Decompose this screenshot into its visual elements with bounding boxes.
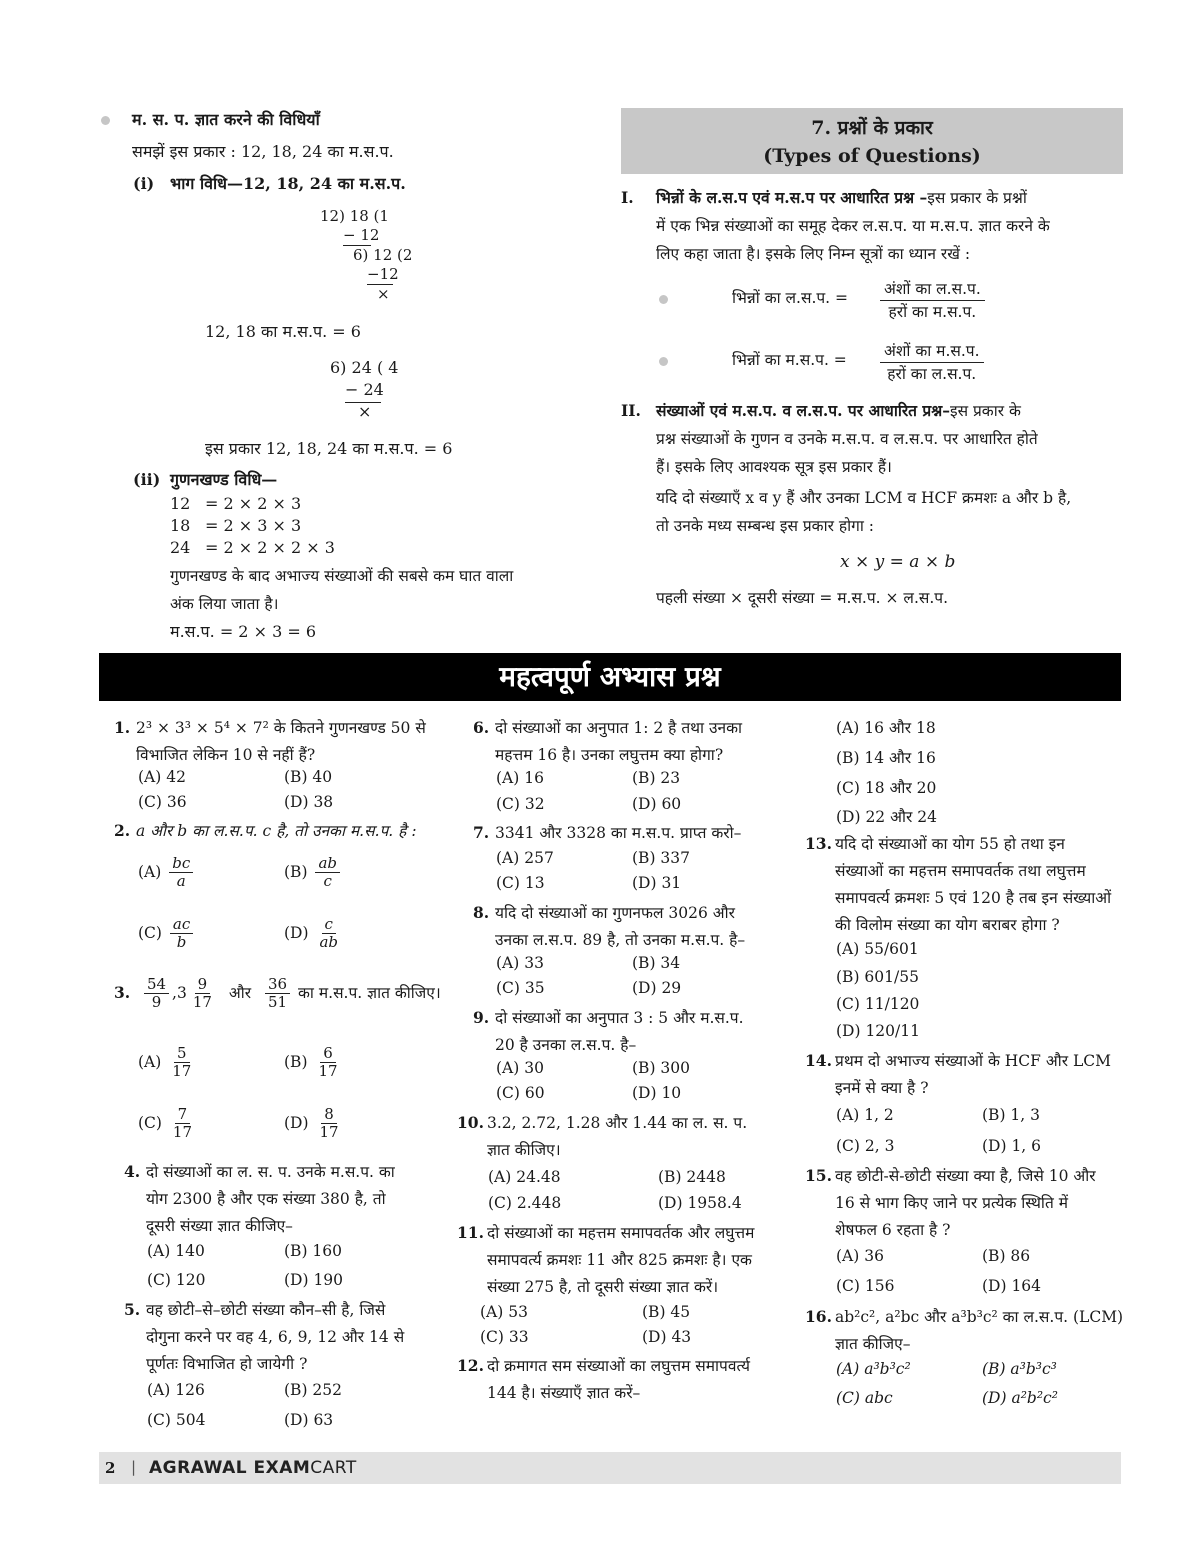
option-c: (C) abc xyxy=(836,1389,893,1407)
question-8: 8. यदि दो संख्याओं का गुणनफल 3026 और उनका ल.स.प. 89 है, तो उनका म.स.प. है– xyxy=(473,903,746,949)
item-II-line: संख्याओं एवं म.स.प. व ल.स.प. पर आधारित प्रश्न–इस प्रकार के xyxy=(656,401,1021,420)
option-b: (B) a³b³c³ xyxy=(982,1360,1057,1378)
method1-title: भाग विधि—12, 18, 24 का म.स.प. xyxy=(170,174,406,193)
question-5: 5. वह छोटी–से–छोटी संख्या कौन–सी है, जिसे दोगुना करने पर वह 4, 6, 9, 12 और 14 से पूर्णतः विभाजित हो जायेगी ? xyxy=(124,1300,405,1373)
option-b: (B) 252 xyxy=(284,1381,342,1399)
option-a: (A) 126 xyxy=(147,1381,205,1399)
option-c: (C) 35 xyxy=(496,979,545,997)
method2-marker: (ii) xyxy=(133,470,161,489)
option-a: (A) 16 और 18 xyxy=(836,719,936,737)
method1-marker: (i) xyxy=(133,174,155,193)
option-d: (D) 190 xyxy=(284,1271,344,1289)
option-d: (D) 120/11 xyxy=(836,1022,920,1040)
option-a: (A) $\frac{5}{17}$ xyxy=(138,1045,197,1081)
question-4: 4. दो संख्याओं का ल. स. प. उनके म.स.प. का योग 2300 है और एक संख्या 380 है, तो दूसरी संख्या ज्ञात कीजिए– xyxy=(124,1162,395,1235)
item-marker: II. xyxy=(621,401,641,420)
option-b: (B) $\frac{ab}{c}$ xyxy=(284,855,343,891)
option-b: (B) 23 xyxy=(632,769,681,787)
item-II-line: तो उनके मध्य सम्बन्ध इस प्रकार होगा : xyxy=(656,517,874,535)
option-b: (B) 160 xyxy=(284,1242,342,1260)
question-1: 1. 2³ × 3³ × 5⁴ × 7² के कितने गुणनखण्ड 50 से विभाजित लेकिन 10 से नहीं हैं? xyxy=(114,718,426,764)
question-15: 15. वह छोटी-से-छोटी संख्या क्या है, जिसे 10 और 16 से भाग किए जाने पर प्रत्येक स्थिति में शेषफल 6 रहता है ? xyxy=(805,1166,1096,1239)
question-10: 10. 3.2, 2.72, 1.28 और 1.44 का ल. स. प. ज्ञात कीजिए। xyxy=(457,1113,748,1159)
formula-words: पहली संख्या × दूसरी संख्या = म.स.प. × ल.स.प. xyxy=(656,589,949,607)
option-b: (B) 601/55 xyxy=(836,968,919,986)
footer-separator: | xyxy=(131,1458,137,1476)
note-line: अंक लिया जाता है। xyxy=(170,595,279,613)
option-d: (D) $\frac{8}{17}$ xyxy=(284,1106,345,1142)
fraction: $\frac{ac}{b}$ xyxy=(170,916,193,952)
item-I-line: में एक भिन्न संख्याओं का समूह देकर ल.स.प. या म.स.प. ज्ञात करने के xyxy=(656,217,1050,235)
fraction: $\frac{7}{17}$ xyxy=(172,1105,192,1142)
option-b: (B) 45 xyxy=(642,1303,691,1321)
formula-product: x × y = a × b xyxy=(840,552,956,572)
factor-row: 12 = 2 × 2 × 3 xyxy=(170,494,302,513)
page-number: 2 xyxy=(105,1459,116,1477)
option-a: (A) 1, 2 xyxy=(836,1106,894,1124)
option-a: (A) 42 xyxy=(138,768,186,786)
factor-row: 24 = 2 × 2 × 2 × 3 xyxy=(170,538,335,557)
formula-fraction: अंशों का म.स.प. हरों का ल.स.प. xyxy=(880,340,984,385)
question-14: 14. प्रथम दो अभाज्य संख्याओं के HCF और LCM इनमें से क्या है ? xyxy=(805,1051,1111,1097)
division-step: − 24 xyxy=(345,380,384,399)
fraction: $\frac{54}{9}$ xyxy=(144,976,169,1012)
option-a: (A) 140 xyxy=(147,1242,205,1260)
option-b: (B) 1, 3 xyxy=(982,1106,1040,1124)
practice-banner: महत्वपूर्ण अभ्यास प्रश्न xyxy=(99,653,1121,701)
option-a: (A) a³b³c² xyxy=(836,1360,911,1378)
intro-line: समझें इस प्रकार : 12, 18, 24 का म.स.प. xyxy=(132,142,394,161)
option-c: (C) 33 xyxy=(480,1328,529,1346)
option-c: (C) 156 xyxy=(836,1277,895,1295)
option-d: (D) a²b²c² xyxy=(982,1389,1058,1407)
question-6: 6. दो संख्याओं का अनुपात 1: 2 है तथा उनका महत्तम 16 है। उनका लघुत्तम क्या होगा? xyxy=(473,718,743,764)
fraction: $\frac{ab}{c}$ xyxy=(315,855,340,891)
option-c: (C) 2, 3 xyxy=(836,1137,895,1155)
option-d: (D) $\frac{c}{ab}$ xyxy=(284,916,344,952)
option-c: (C) 36 xyxy=(138,793,187,811)
bullet-dot xyxy=(101,116,110,125)
question-3: 3. $\frac{54}{9}$ ,3 $\frac{9}{17}$ और $\frac{36}{51}$ का म.स.प. ज्ञात कीजिए। xyxy=(114,975,441,1012)
method2-title: गुणनखण्ड विधि— xyxy=(170,470,278,489)
fraction: $\frac{bc}{a}$ xyxy=(169,855,193,891)
formula-lhs: भिन्नों का म.स.प. = xyxy=(732,351,847,369)
item-II-line: प्रश्न संख्याओं के गुणन व उनके म.स.प. व ल.स.प. पर आधारित होते xyxy=(656,430,1038,448)
item-marker: I. xyxy=(621,188,634,207)
option-d: (D) 43 xyxy=(642,1328,692,1346)
item-I-line: लिए कहा जाता है। इसके लिए निम्न सूत्रों का ध्यान रखें : xyxy=(656,245,971,263)
question-13: 13. यदि दो संख्याओं का योग 55 हो तथा इन संख्याओं का महत्तम समापवर्तक तथा लघुत्तम समापवर्त्य क्रमशः 5 एवं 120 है तब इन संख्याओं की विलोम संख्या का योग बराबर होगा ? xyxy=(805,834,1112,934)
result-line: 12, 18 का म.स.प. = 6 xyxy=(205,322,361,341)
division-step: × xyxy=(358,402,372,421)
question-2: 2. a और b का ल.स.प. c है, तो उनका म.स.प. है : xyxy=(114,821,417,840)
division-step: 6) 24 ( 4 xyxy=(330,358,399,377)
division-step: 6) 12 (2 xyxy=(353,246,413,264)
fraction: $\frac{8}{17}$ xyxy=(319,1105,339,1142)
option-d: (D) 60 xyxy=(632,795,682,813)
option-d: (D) 63 xyxy=(284,1411,334,1429)
option-c: (C) 11/120 xyxy=(836,995,920,1013)
option-a: (A) 16 xyxy=(496,769,544,787)
division-step: −12 xyxy=(367,265,399,283)
option-c: (C) $\frac{7}{17}$ xyxy=(138,1106,198,1142)
division-step: − 12 xyxy=(343,226,380,244)
note-line: गुणनखण्ड के बाद अभाज्य संख्याओं की सबसे कम घात वाला xyxy=(170,567,514,585)
option-c: (C) 32 xyxy=(496,795,545,813)
brand-logo: AGRAWAL EXAMCART xyxy=(149,1458,357,1478)
option-c: (C) 18 और 20 xyxy=(836,779,937,797)
option-b: (B) 40 xyxy=(284,768,333,786)
option-b: (B) 86 xyxy=(982,1247,1031,1265)
option-a: (A) 33 xyxy=(496,954,544,972)
option-d: (D) 164 xyxy=(982,1277,1042,1295)
option-c: (C) 120 xyxy=(147,1271,206,1289)
option-b: (B) 337 xyxy=(632,849,690,867)
lcm-methods-heading: म. स. प. ज्ञात करने की विधियाँ xyxy=(132,110,320,129)
fraction: $\frac{36}{51}$ xyxy=(265,976,290,1012)
section-header-box xyxy=(621,108,1123,174)
fraction: $\frac{c}{ab}$ xyxy=(319,915,339,952)
option-a: (A) 53 xyxy=(480,1303,528,1321)
option-a: (A) 30 xyxy=(496,1059,544,1077)
formula-fraction: अंशों का ल.स.प. हरों का म.स.प. xyxy=(880,278,985,323)
option-a: (A) 257 xyxy=(496,849,554,867)
option-a: (A) 24.48 xyxy=(488,1168,561,1186)
option-d: (D) 1, 6 xyxy=(982,1137,1042,1155)
result-line: इस प्रकार 12, 18, 24 का म.स.प. = 6 xyxy=(205,439,453,458)
option-b: (B) 2448 xyxy=(658,1168,726,1186)
item-I-line: भिन्नों के ल.स.प एवं म.स.प पर आधारित प्रश्न –इस प्रकार के प्रश्नों xyxy=(656,188,1027,207)
option-a: (A) 55/601 xyxy=(836,940,919,958)
option-c: (C) 13 xyxy=(496,874,545,892)
option-d: (D) 1958.4 xyxy=(658,1194,742,1212)
formula-lhs: भिन्नों का ल.स.प. = xyxy=(732,289,849,307)
option-d: (D) 22 और 24 xyxy=(836,808,937,826)
option-b: (B) 14 और 16 xyxy=(836,749,936,767)
option-c: (C) $\frac{ac}{b}$ xyxy=(138,916,196,952)
item-II-line: यदि दो संख्याएँ x व y हैं और उनका LCM व HCF क्रमशः a और b है, xyxy=(656,489,1072,507)
bullet-dot xyxy=(659,357,668,366)
question-12: 12. दो क्रमागत सम संख्याओं का लघुत्तम समापवर्त्य 144 है। संख्याएँ ज्ञात करें– xyxy=(457,1356,750,1402)
section-title: 7. प्रश्नों के प्रकार xyxy=(811,117,933,139)
option-a: (A) $\frac{bc}{a}$ xyxy=(138,855,196,891)
question-9: 9. दो संख्याओं का अनुपात 3 : 5 और म.स.प. 20 है उनका ल.स.प. है– xyxy=(473,1008,744,1054)
fraction: $\frac{9}{17}$ xyxy=(192,975,212,1012)
final-result: म.स.प. = 2 × 3 = 6 xyxy=(170,622,317,641)
factor-row: 18 = 2 × 3 × 3 xyxy=(170,516,302,535)
option-b: (B) 34 xyxy=(632,954,681,972)
section-subtitle: (Types of Questions) xyxy=(763,145,981,167)
option-c: (C) 2.448 xyxy=(488,1194,562,1212)
option-b: (B) 300 xyxy=(632,1059,690,1077)
division-step: × xyxy=(377,285,390,303)
page-footer xyxy=(99,1452,1121,1484)
question-11: 11. दो संख्याओं का महत्तम समापवर्तक और लघुत्तम समापवर्त्य क्रमशः 11 और 825 क्रमशः है। एक संख्या 275 है, तो दूसरी संख्या ज्ञात करें। xyxy=(457,1223,755,1296)
option-d: (D) 38 xyxy=(284,793,334,811)
question-16: 16. ab²c², a²bc और a³b³c² का ल.स.प. (LCM) ज्ञात कीजिए– xyxy=(805,1307,1124,1353)
division-step: 12) 18 (1 xyxy=(320,207,389,225)
fraction: $\frac{6}{17}$ xyxy=(318,1044,338,1081)
option-c: (C) 504 xyxy=(147,1411,206,1429)
question-7: 7. 3341 और 3328 का म.स.प. प्राप्त करो– xyxy=(473,823,742,842)
fraction: $\frac{5}{17}$ xyxy=(172,1044,192,1081)
bullet-dot xyxy=(659,295,668,304)
option-a: (A) 36 xyxy=(836,1247,884,1265)
option-d: (D) 31 xyxy=(632,874,682,892)
option-b: (B) $\frac{6}{17}$ xyxy=(284,1045,344,1081)
option-c: (C) 60 xyxy=(496,1084,545,1102)
option-d: (D) 29 xyxy=(632,979,682,997)
option-d: (D) 10 xyxy=(632,1084,682,1102)
item-II-line: हैं। इसके लिए आवश्यक सूत्र इस प्रकार हैं। xyxy=(656,458,892,476)
